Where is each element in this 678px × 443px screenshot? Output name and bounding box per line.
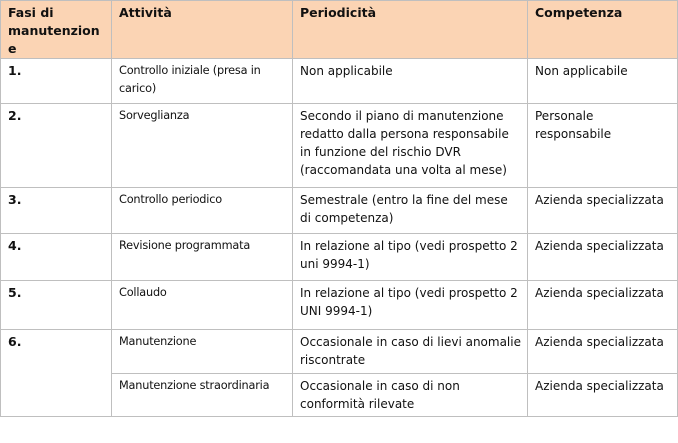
cell-competenza: Azienda specializzata — [528, 330, 678, 374]
header-periodicita: Periodicità — [293, 1, 528, 59]
cell-periodicita: In relazione al tipo (vedi prospetto 2 UNI 9994-1) — [293, 281, 528, 330]
cell-periodicita: Semestrale (entro la fine del mese di competenza) — [293, 188, 528, 234]
cell-attivita: Controllo periodico — [112, 188, 293, 234]
cell-competenza: Azienda specializzata — [528, 234, 678, 281]
table-row — [1, 281, 678, 330]
cell-competenza: Non applicabile — [528, 59, 678, 104]
cell-fase: 6. — [1, 330, 112, 417]
header-fasi: Fasi di manutenzione — [1, 1, 112, 59]
header-competenza: Competenza — [528, 1, 678, 59]
table-row — [1, 330, 678, 374]
cell-fase: 4. — [1, 234, 112, 281]
table-header-row — [1, 1, 678, 59]
cell-fase: 2. — [1, 104, 112, 188]
table-row — [1, 59, 678, 104]
cell-attivita: Revisione programmata — [112, 234, 293, 281]
cell-fase: 1. — [1, 59, 112, 104]
cell-competenza: Azienda specializzata — [528, 188, 678, 234]
table-row — [1, 234, 678, 281]
cell-attivita: Collaudo — [112, 281, 293, 330]
cell-attivita: Manutenzione — [112, 330, 293, 374]
cell-periodicita: Secondo il piano di manutenzione redatto dalla persona responsabile in funzione del rischio DVR (raccomandata una volta al mese) — [293, 104, 528, 188]
cell-attivita: Controllo iniziale (presa in carico) — [112, 59, 293, 104]
table-row — [1, 104, 678, 188]
cell-fase: 5. — [1, 281, 112, 330]
cell-periodicita: Occasionale in caso di non conformità rilevate — [293, 374, 528, 417]
cell-periodicita: Non applicabile — [293, 59, 528, 104]
cell-competenza: Azienda specializzata — [528, 374, 678, 417]
cell-fase: 3. — [1, 188, 112, 234]
cell-periodicita: Occasionale in caso di lievi anomalie riscontrate — [293, 330, 528, 374]
table-row — [1, 188, 678, 234]
cell-attivita: Sorveglianza — [112, 104, 293, 188]
cell-competenza: Personale responsabile — [528, 104, 678, 188]
cell-competenza: Azienda specializzata — [528, 281, 678, 330]
cell-attivita: Manutenzione straordinaria — [112, 374, 293, 417]
header-attivita: Attività — [112, 1, 293, 59]
cell-periodicita: In relazione al tipo (vedi prospetto 2 uni 9994-1) — [293, 234, 528, 281]
